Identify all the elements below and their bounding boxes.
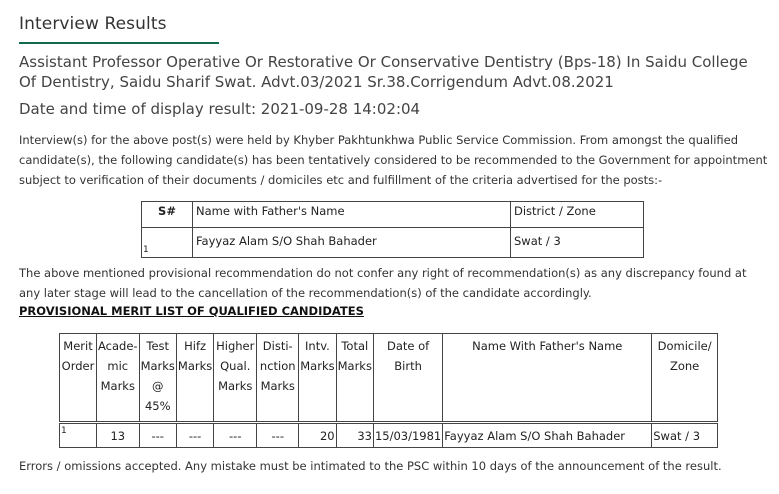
cell-test: ---	[139, 424, 176, 448]
title-underline	[19, 42, 219, 44]
cell-total: 33	[336, 424, 373, 448]
cell-merit-order: 1	[60, 424, 97, 448]
header-sno: S#	[142, 202, 193, 228]
cell-hifz: ---	[176, 424, 213, 448]
recommended-table	[141, 201, 644, 258]
header-name: Name With Father's Name	[443, 334, 652, 422]
recommended-header-row	[142, 202, 644, 228]
header-higher: Higher Qual. Marks	[214, 334, 257, 422]
header-distinction: Disti- nction Marks	[257, 334, 299, 422]
footer-note: Errors / omissions accepted. Any mistake must be intimated to the PSC within 10 days of the announcement of the result.	[19, 459, 722, 473]
header-intv: Intv. Marks	[299, 334, 336, 422]
page-title: Interview Results	[19, 14, 167, 34]
table-row	[142, 228, 644, 258]
cell-domicile: Swat / 3	[652, 424, 718, 448]
header-merit-order: Merit Order	[60, 334, 97, 422]
merit-table	[59, 333, 718, 448]
cell-intv: 20	[299, 424, 336, 448]
cell-district: Swat / 3	[511, 228, 644, 258]
header-academic: Acade- mic Marks	[97, 334, 140, 422]
cell-sno: 1	[142, 228, 193, 258]
disclaimer-paragraph: The above mentioned provisional recommendation do not confer any right of recommendation(s) as any discrepancy found at any later stage will lead to the cancellation of the recommendation(s) of the candidate accordingly.	[19, 266, 747, 300]
merit-header-row	[60, 334, 718, 422]
table-row	[60, 424, 718, 448]
cell-dob: 15/03/1981	[373, 424, 442, 448]
post-title: Assistant Professor Operative Or Restorative Or Conservative Dentistry (Bps-18) In Saidu College Of Dentistry, Saidu Sharif Swat. Advt.03/2021 Sr.38.Corrigendum Advt.08.2021	[19, 53, 748, 91]
cell-higher: ---	[214, 424, 257, 448]
intro-paragraph: Interview(s) for the above post(s) were held by Khyber Pakhtunkhwa Public Service Commission. From amongst the qualified candidate(s), the following candidate(s) has been tentatively considered to be recommended to the Government for appointment subject to verification of their documents / domiciles etc and fulfillment of the criteria advertised for the posts:-	[19, 133, 768, 187]
header-domicile: Domicile/ Zone	[652, 334, 718, 422]
header-total: Total Marks	[336, 334, 373, 422]
cell-distinction: ---	[257, 424, 299, 448]
display-date: Date and time of display result: 2021-09-28 14:02:04	[19, 100, 421, 118]
cell-academic: 13	[97, 424, 140, 448]
cell-name: Fayyaz Alam S/O Shah Bahader	[443, 424, 652, 448]
header-test: Test Marks @ 45%	[139, 334, 176, 422]
merit-list-heading: PROVISIONAL MERIT LIST OF QUALIFIED CANDIDATES	[19, 304, 364, 318]
header-hifz: Hifz Marks	[176, 334, 213, 422]
header-district: District / Zone	[511, 202, 644, 228]
cell-name: Fayyaz Alam S/O Shah Bahader	[193, 228, 511, 258]
header-name: Name with Father's Name	[193, 202, 511, 228]
header-dob: Date of Birth	[373, 334, 442, 422]
